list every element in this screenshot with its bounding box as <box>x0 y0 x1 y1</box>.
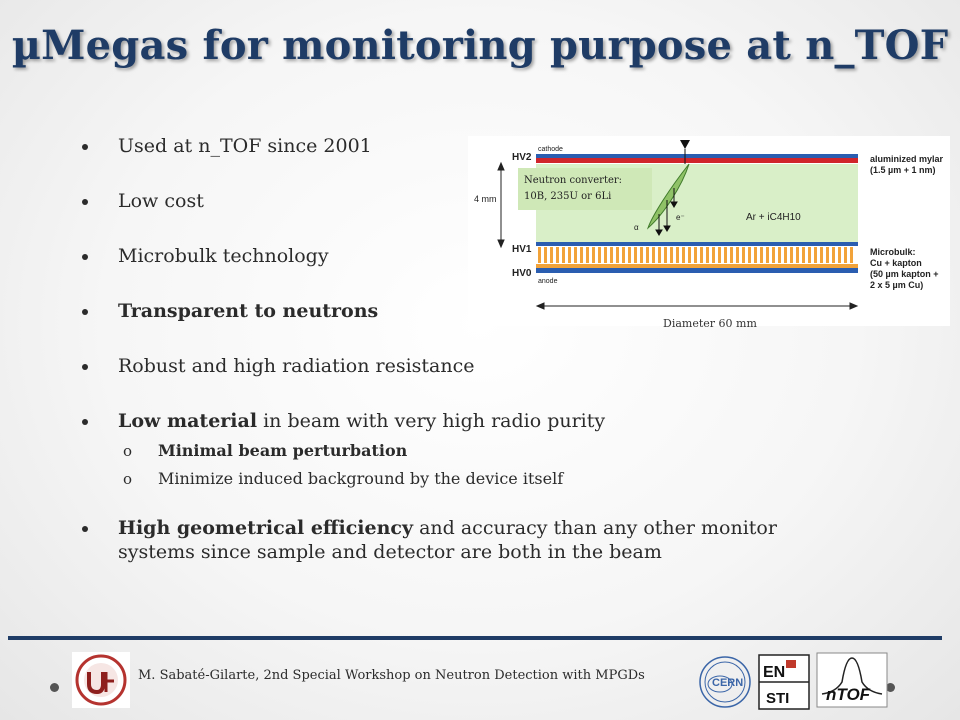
microbulk-pillar <box>670 247 673 263</box>
microbulk-pillar <box>628 247 631 263</box>
cathode-layer <box>536 158 858 163</box>
microbulk-pillar <box>736 247 739 263</box>
microbulk-pillar <box>688 247 691 263</box>
microbulk-label-line3: (50 µm kapton + <box>870 269 939 279</box>
microbulk-pillar <box>844 247 847 263</box>
anode-layer <box>536 268 858 273</box>
microbulk-pillar <box>778 247 781 263</box>
microbulk-pillar <box>724 247 727 263</box>
microbulk-pillar <box>544 247 547 263</box>
mylar-label-line1: aluminized mylar <box>870 154 944 164</box>
university-sevilla-logo <box>72 652 130 708</box>
microbulk-pillar <box>586 247 589 263</box>
cern-logo-text: CERN <box>712 677 744 689</box>
microbulk-pillar <box>838 247 841 263</box>
mylar-label-line2: (1.5 µm + 1 nm) <box>870 165 936 175</box>
bullet-text: Transparent to neutrons <box>118 300 379 322</box>
en-sti-logo-bottom: STI <box>766 690 790 707</box>
hv2-label: HV2 <box>512 152 532 163</box>
bullet-dot <box>82 419 88 425</box>
micromesh-layer <box>536 242 858 246</box>
microbulk-pillar <box>718 247 721 263</box>
footer-divider <box>8 636 942 640</box>
microbulk-pillar <box>580 247 583 263</box>
microbulk-pillar <box>646 247 649 263</box>
microbulk-pillar <box>796 247 799 263</box>
microbulk-label-line2: Cu + kapton <box>870 258 922 268</box>
microbulk-label-line4: 2 x 5 µm Cu) <box>870 280 924 290</box>
microbulk-pillar <box>538 247 541 263</box>
sub-bullet-item <box>118 441 858 461</box>
microbulk-pillar <box>754 247 757 263</box>
bullet-dot <box>82 309 88 315</box>
cathode-mesh <box>536 154 858 158</box>
bullet-dot <box>82 526 88 532</box>
microbulk-pillar <box>700 247 703 263</box>
microbulk-pillar <box>652 247 655 263</box>
microbulk-pillar <box>790 247 793 263</box>
ntof-logo-text: nTOF <box>826 685 871 704</box>
microbulk-pillar <box>832 247 835 263</box>
microbulk-pillar <box>748 247 751 263</box>
alpha-label: α <box>634 223 639 232</box>
sub-bullet-text: Minimal beam perturbation <box>158 441 408 460</box>
microbulk-pillar <box>568 247 571 263</box>
microbulk-pillar <box>730 247 733 263</box>
bullet-text: Robust and high radiation resistance <box>118 355 475 377</box>
converter-label-line2: 10B, 235U or 6Li <box>524 191 612 202</box>
microbulk-pillar <box>850 247 853 263</box>
converter-label-line1: Neutron converter: <box>524 175 623 186</box>
sub-bullet-marker: o <box>123 470 133 488</box>
electron-label: e⁻ <box>676 213 685 222</box>
microbulk-pillar <box>826 247 829 263</box>
bullet-text: Microbulk technology <box>118 245 329 267</box>
microbulk-pillar <box>634 247 637 263</box>
sub-bullet-item <box>118 469 858 489</box>
microbulk-pillar <box>820 247 823 263</box>
microbulk-pillar <box>616 247 619 263</box>
microbulk-pillar <box>574 247 577 263</box>
cern-logo <box>696 654 754 710</box>
microbulk-pillar <box>766 247 769 263</box>
microbulk-pillar <box>550 247 553 263</box>
bullet-item <box>78 409 858 489</box>
microbulk-pillar <box>664 247 667 263</box>
microbulk-pillar <box>604 247 607 263</box>
microbulk-pillar <box>676 247 679 263</box>
footer-citation: M. Sabaté-Gilarte, 2nd Special Workshop on Neutron Detection with MPGDs <box>138 668 645 683</box>
bullet-dot <box>82 364 88 370</box>
bullet-text: Low cost <box>118 190 204 212</box>
footer-dot-left <box>50 683 59 692</box>
microbulk-label-line1: Microbulk: <box>870 247 916 257</box>
hv0-label: HV0 <box>512 268 532 279</box>
en-sti-logo-top: EN <box>763 664 786 681</box>
bullet-item <box>78 516 858 564</box>
detector-diagram <box>468 136 950 326</box>
sub-bullet-marker: o <box>123 442 133 460</box>
microbulk-pillar <box>784 247 787 263</box>
bullet-text: and accuracy than any other monitor systems since sample and detector are both in the beam <box>118 517 777 563</box>
microbulk-pillar <box>706 247 709 263</box>
bullet-text-bold: Low material <box>118 410 258 432</box>
microbulk-pillar <box>658 247 661 263</box>
hv1-label: HV1 <box>512 244 532 255</box>
bullet-dot <box>82 254 88 260</box>
microbulk-pillar <box>562 247 565 263</box>
gap-label: 4 mm <box>474 194 497 204</box>
microbulk-pillar <box>808 247 811 263</box>
microbulk-pillar <box>640 247 643 263</box>
sub-bullet-list <box>118 441 858 489</box>
anode-copper <box>536 264 858 268</box>
microbulk-pillar <box>592 247 595 263</box>
microbulk-pillar <box>742 247 745 263</box>
anode-label: anode <box>538 278 558 285</box>
cathode-label: cathode <box>538 146 563 153</box>
gas-label: Ar + iC4H10 <box>746 212 801 223</box>
microbulk-pillar <box>622 247 625 263</box>
microbulk-pillar <box>694 247 697 263</box>
bullet-text-bold: High geometrical efficiency <box>118 517 414 539</box>
microbulk-pillar <box>712 247 715 263</box>
microbulk-pillar <box>556 247 559 263</box>
microbulk-pillar <box>610 247 613 263</box>
microbulk-pillar <box>802 247 805 263</box>
microbulk-pillar <box>760 247 763 263</box>
microbulk-pillar <box>814 247 817 263</box>
pillar-row <box>536 246 858 264</box>
en-sti-logo <box>758 654 810 710</box>
microbulk-pillar <box>598 247 601 263</box>
bullet-item <box>78 354 858 378</box>
ntof-logo <box>816 652 888 708</box>
bullet-text: Used at n_TOF since 2001 <box>118 135 372 157</box>
slide-title: µMegas for monitoring purpose at n_TOF <box>11 22 949 69</box>
sub-bullet-text: Minimize induced background by the device itself <box>158 469 564 488</box>
bullet-text: in beam with very high radio purity <box>257 410 606 432</box>
microbulk-pillar <box>682 247 685 263</box>
microbulk-pillar <box>772 247 775 263</box>
diameter-caption: Diameter 60 mm <box>663 317 757 330</box>
bullet-dot <box>82 144 88 150</box>
bullet-dot <box>82 199 88 205</box>
